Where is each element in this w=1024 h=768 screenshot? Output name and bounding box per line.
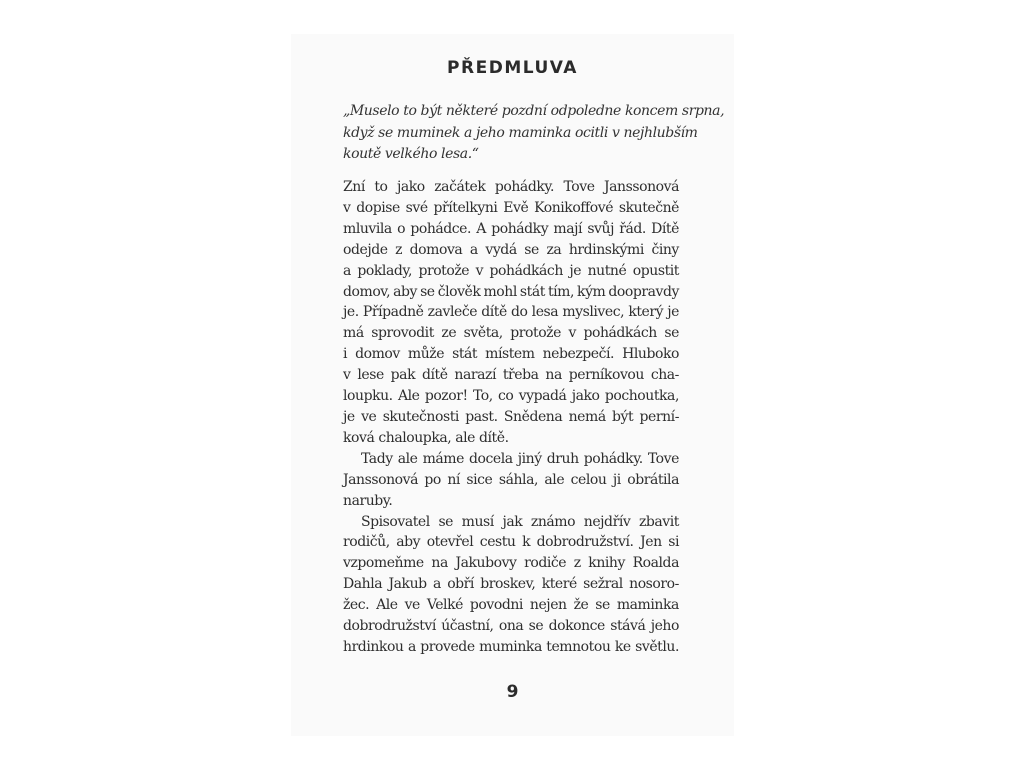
body-line: Tady ale máme docela jiný druh pohádky. Tove: [361, 450, 679, 467]
body-line: hrdinkou a provede muminka temnotou ke světlu.: [343, 638, 679, 655]
body-line: a poklady, protože v pohádkách je nutné opustit: [343, 262, 679, 279]
body-line: Janssonová po ní sice sáhla, ale celou ji obrátila: [343, 471, 679, 488]
body-line: loupku. Ale pozor! To, co vypadá jako pochoutka,: [343, 388, 679, 405]
quote-line: když se muminek a jeho maminka ocitli v nejhlubším: [343, 124, 698, 141]
epigraph-quote: [343, 101, 725, 166]
body-line: vzpomeňme na Jakubovy rodiče z knihy Roalda: [343, 555, 679, 572]
body-line: v dopise své přítelkyni Evě Konikoffové skutečně: [343, 199, 679, 216]
chapter-heading: PŘEDMLUVA: [447, 58, 578, 78]
quote-line: „Muselo to být některé pozdní odpoledne koncem srpna,: [343, 103, 725, 119]
body-line: odejde z domova a vydá se za hrdinskými činy: [343, 241, 679, 258]
body-line: je. Případně zavleče dítě do lesa myslivec, který je: [343, 304, 679, 321]
body-line: mluvila o pohádce. A pohádky mají svůj řád. Dítě: [343, 220, 679, 237]
body-text: [343, 177, 679, 658]
book-page: [291, 34, 734, 736]
body-line: Zní to jako začátek pohádky. Tove Janssonová: [343, 179, 679, 195]
page-number: 9: [506, 682, 519, 702]
body-line: žec. Ale ve Velké povodni nejen že se maminka: [343, 597, 679, 614]
body-line: dobrodružství účastní, ona se dokonce stává jeho: [343, 618, 679, 635]
body-line: v lese pak dítě narazí třeba na perníkovou cha-: [343, 367, 679, 384]
body-line: rodičů, aby otevřel cestu k dobrodružství. Jen si: [343, 534, 679, 551]
body-line: domov, aby se člověk mohl stát tím, kým doopravdy: [343, 283, 679, 300]
body-line: je ve skutečnosti past. Snědena nemá být perní-: [343, 408, 679, 425]
body-line: Dahla Jakub a obří broskev, které sežral nosoro-: [343, 576, 679, 593]
quote-line: koutě velkého lesa.“: [343, 146, 479, 162]
body-line: Spisovatel se musí jak známo nejdřív zbavit: [361, 513, 679, 530]
body-line: má sprovodit ze světa, protože v pohádkách se: [343, 325, 679, 342]
body-line: ková chaloupka, ale dítě.: [343, 429, 509, 446]
body-line: naruby.: [343, 492, 393, 509]
body-line: i domov může stát místem nebezpečí. Hluboko: [343, 346, 679, 363]
